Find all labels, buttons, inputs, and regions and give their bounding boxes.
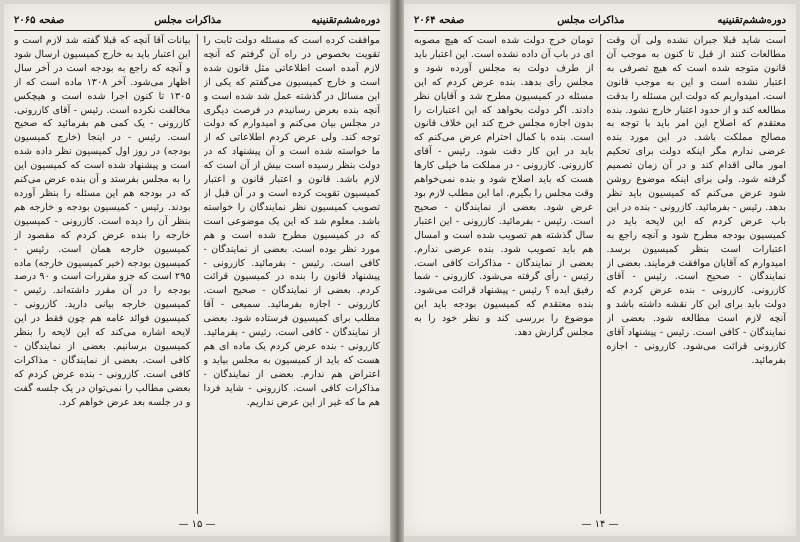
left-page-column-right [204, 34, 381, 514]
left-header-right: دوره‌ششم‌تقنینیه [311, 14, 380, 26]
left-col-right-text: موافقت کرده است که مسئله دولت ثابت را تقویت بخصوص در راه آن گرفتم که آنچه لازم آمده است اطلاعاتی مثل قانون شده است و خارج کمیسیون می‌گفتم که یکی از این مسائل در گذشته عمل شد شده است و آنچه بنده بعرض رسانیدم در فرصت دیگری در مجلس بیان می‌کنم و امیدوارم که دولت توجه کند. ولی عرض کردم اطلاعاتی که از ما خواسته شده است و آن پیشنهاد که در دولت بنظر رسیده است بیش از آن است که لازم باشد. قانون و اعتبار قانون و اعتبار کمیسیون تقویت کرده است و در آن قبل از تصویب کمیسیون نظر نمایندگان را خواسته باشد. معلوم شد که این یک موضوعی است که در کمیسیون مطرح شده است و هم مورد نظر بوده است. بعضی از نمایندگان - کافی است. رئیس - بفرمائید. کازرونی - پیشنهاد قانون را بنده در کمیسیون قرائت کردم. بعضی از نمایندگان - صحیح است. کازرونی - اجازه بفرمائید. سمیعی - آقا مطلب برای کمیسیون فرستاده شود. بعضی از نمایندگان - کافی است. رئیس - بفرمائید. کازرونی - بنده عرض کردم یک ماده ای هم هست که باید از کمیسیون به مجلس بیاید و اعتراض هم ندارم. بعضی از نمایندگان - مذاکرات کافی است. کازرونی - شاید فردا هم ما که غیر از این عرض نداریم. [203, 35, 380, 408]
right-header-page-number: صفحه ۲۰۶۴ [414, 14, 465, 26]
right-page [404, 4, 796, 536]
right-header-center: مذاکرات مجلس [557, 14, 625, 26]
left-page-column-left [14, 34, 191, 514]
left-page-footer: — ۱۵ — [178, 519, 216, 530]
column-divider [197, 34, 198, 514]
right-page-column-left [414, 34, 594, 514]
right-header-rule [414, 30, 786, 31]
right-page-header [414, 12, 786, 28]
book-gutter [390, 0, 404, 542]
right-col-left-text: تومان خرج دولت شده است که هیچ مصوبه ای در باب آن داده نشده است. این اعتبار باید از طرف دولت به مجلس آورده شود و مجلس رأی بدهد. بنده عرض کردم که این مسئله در کمیسیون مطرح شد و آقایان نظر دادند. اگر دولت بخواهد که این اعتبارات را بدون اجازه مجلس خرج کند این خلاف قانون است. بنده با کمال احترام عرض می‌کنم که باید در این کار دقت شود. رئیس - آقای کازرونی. کازرونی - در مملکت ما خیلی کارها هست که باید اصلاح شود و بنده نمی‌خواهم وقت مجلس را بگیرم. اما این مطلب لازم بود عرض شود. بعضی از نمایندگان - صحیح است. رئیس - بفرمائید. کازرونی - این اعتبار سال گذشته هم تصویب شده است و امسال هم باید تصویب شود. بنده عرضی ندارم. بعضی از نمایندگان - مذاکرات کافی است. رئیس - رأی گرفته می‌شود. کازرونی - شما رفیق ایده ؟ رئیس - پیشنهاد قرائت می‌شود. بنده معتقدم که کمیسیون بودجه باید این موضوع را بررسی کند و نظر خود را به مجلس گزارش دهد. [414, 35, 594, 339]
right-page-footer: — ۱۴ — [581, 519, 619, 530]
right-header-right: دوره‌ششم‌تقنینیه [717, 14, 786, 26]
left-header-rule [14, 30, 380, 31]
right-col-right-text: است شاید قبلا جبران نشده ولی آن وقت مطالعات کنند از قبل تا کنون به موجب آن قانون متوجه شده است که هیچ تصرفی به اعتبار نشده است و این به موجب قانون است. امیدواریم که دولت این مسئله را بدقت مطالعه کند و از حدود اعتبار خارج نشود. بنده معتقدم که اصلاح این امر باید با توجه به مصالح مملکت باشد. در این مورد بنده عرضی ندارم مگر اینکه دولت برای تحکیم امور مالی اقدام کند و در آن زمان تصمیم گرفته شود. ولی برای اینکه موضوع روشن شود عرض می‌کنم که کمیسیون باید نظر بدهد. رئیس - بفرمائید. کازرونی - بنده در این باب عرض کردم که این لایحه باید در کمیسیون بودجه مطرح شود و آنچه راجع به اعتبارات است بنظر کمیسیون برسد. امیدوارم که آقایان موافقت فرمایند. بعضی از نمایندگان - صحیح است. رئیس - آقای کازرونی. کازرونی - بنده عرض کردم که دولت باید برای این کار نقشه داشته باشد و آنچه لازم است مطالعه شود. بعضی از نمایندگان - کافی است. رئیس - پیشنهاد آقای کازرونی قرائت می‌شود. کازرونی - اجازه بفرمائید. [606, 35, 786, 366]
left-page-header [14, 12, 380, 28]
right-page-column-right [607, 34, 787, 514]
left-header-center: مذاکرات مجلس [154, 14, 222, 26]
column-divider [600, 34, 601, 514]
left-header-page-number: صفحه ۲۰۶۵ [14, 14, 65, 26]
left-columns [14, 34, 380, 514]
right-columns [414, 34, 786, 514]
left-col-left-text: بیانات آقا آنچه که قبلا گفته شد لازم است و این اعتبار باید به خارج کمیسیون ارسال شود و آنچه که راجع به بودجه است در آخر سال اظهار می‌شود. آخر ۱۳۰۸ ماده است که از ۱۳۰۵ تا کنون اجرا شده است و هیچکس مخالفت نکرده است. رئیس - آقای کازرونی. کازرونی - یک کمی هم بفرمائید که صحیح است. رئیس - در اینجا (خارج کمیسیون بودجه) در روز اول کمیسیون نظر داده شده است و پیشنهاد شده است که کمیسیون این را به مجلس بفرستد و آن بنده عرض می‌کنم که در بودجه هم این مسئله را بنظر آورده بودند. رئیس - کمیسیون بودجه و خارجه هم بنظر آن را دیده است. کازرونی - کمیسیون خارجه را بنده عرض کردم که مقصود از کمیسیون خارجه همان است. رئیس - کمیسیون بودجه (خیر کمیسیون خارجه) ماده ۲۹۵ است که جزو مقررات است و ۹۰ درصد بودجه را در آن مقرر داشته‌اند. رئیس - کمیسیون خارجه بیانی دارید. کازرونی - کمیسیون فوائد عامه هم چون فقط در این لایحه اشاره می‌کند که این لایحه را بنظر کمیسیون برسانیم. بعضی از نمایندگان - کافی است. بعضی از نمایندگان - مذاکرات کافی است. کازرونی - بنده عرض کردم که بعضی مطالب را نمی‌توان در یک جلسه گفت و در جلسه بعد عرض خواهم کرد. [14, 35, 191, 408]
left-page [4, 4, 390, 536]
